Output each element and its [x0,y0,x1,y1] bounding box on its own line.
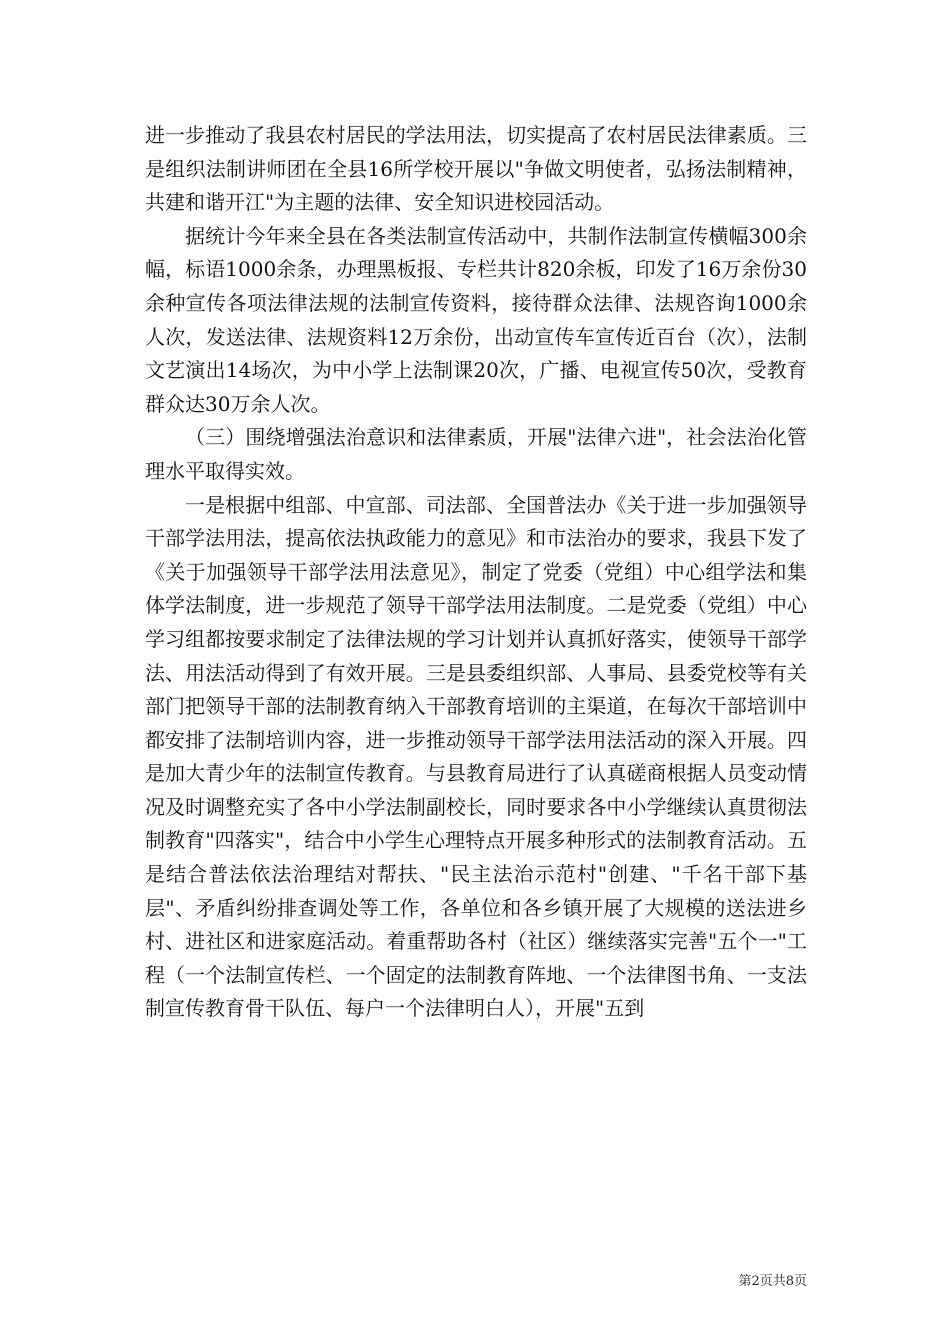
document-body [145,119,807,1026]
paragraph-continuation: 进一步推动了我县农村居民的学法用法，切实提高了农村居民法律素质。三是组织法制讲师团在全县16所学校开展以"争做文明使者，弘扬法制精神，共建和谐开江"为主题的法律、安全知识进校园活动。 [145,123,807,215]
paragraph-measures: 一是根据中组部、中宣部、司法部、全国普法办《关于进一步加强领导干部学法用法，提高依法执政能力的意见》和市法治办的要求，我县下发了《关于加强领导干部学法用法意见》，制定了党委（党组）中心组学法和集体学法制度，进一步规范了领导干部学法用法制度。二是党委（党组）中心学习组都按要求制定了法律法规的学习计划并认真抓好落实，使领导干部学法、用法活动得到了有效开展。三是县委组织部、人事局、县委党校等有关部门把领导干部的法制教育纳入干部教育培训的主渠道，在每次干部培训中都安排了法制培训内容，进一步推动领导干部学法用法活动的深入开展。四是加大青少年的法制宣传教育。与县教育局进行了认真磋商根据人员变动情况及时调整充实了各中小学法制副校长，同时要求各中小学继续认真贯彻法制教育"四落实"，结合中小学生心理特点开展多种形式的法制教育活动。五是结合普法依法治理结对帮扶、"民主法治示范村"创建、"千名干部下基层"、矛盾纠纷排查调处等工作，各单位和各乡镇开展了大规模的送法进乡村、进社区和进家庭活动。着重帮助各村（社区）继续落实完善"五个一"工程（一个法制宣传栏、一个固定的法制教育阵地、一个法律图书角、一支法制宣传教育骨干队伍、每户一个法律明白人），开展"五到 [145,492,807,1021]
page-number: 第2页共8页 [738,1274,807,1289]
paragraph-statistics: 据统计今年来全县在各类法制宣传活动中，共制作法制宣传横幅300余幅，标语1000余条，办理黑板报、专栏共计820余板，印发了16万余份30余种宣传各项法律法规的法制宣传资料，接待群众法律、法规咨询1000余人次，发送法律、法规资料12万余份，出动宣传车宣传近百台（次），法制文艺演出14场次，为中小学上法制课20次，广播、电视宣传50次，受教育群众达30万余人次。 [145,223,807,416]
section-heading: （三）围绕增强法治意识和法律素质，开展"法律六进"，社会法治化管理水平取得实效。 [145,425,807,483]
